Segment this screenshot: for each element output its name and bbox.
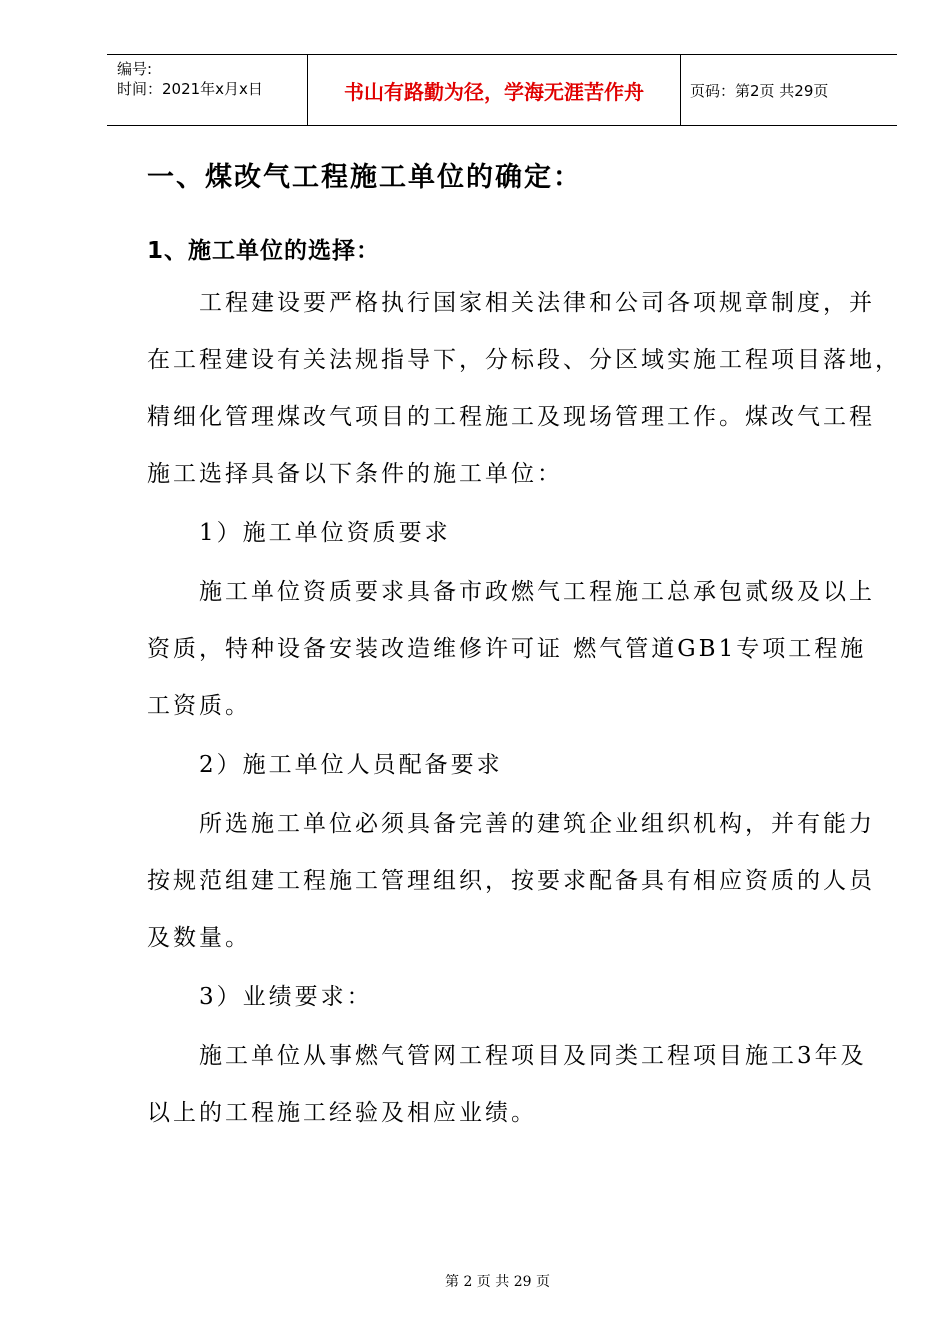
header-page-cell	[681, 55, 897, 125]
header-motto-cell	[308, 55, 681, 125]
paragraph-line: 以上的工程施工经验及相应业绩。	[147, 1100, 537, 1126]
paragraph-line: 在工程建设有关法规指导下，分标段、分区域实施工程项目落地，	[147, 347, 901, 373]
header-meta	[107, 55, 308, 125]
header-page-number: 页码：第2页 共29页	[690, 81, 829, 100]
paragraph-line: 施工单位从事燃气管网工程项目及同类工程项目施工3年及	[199, 1043, 867, 1069]
paragraph-line: 工资质。	[147, 693, 251, 719]
document-date: 时间：2021年x月x日	[117, 80, 263, 98]
paragraph-line: 精细化管理煤改气项目的工程施工及现场管理工作。煤改气工程	[147, 404, 875, 430]
page-footer: 第 2 页 共 29 页	[445, 1274, 550, 1290]
paragraph-line: 工程建设要严格执行国家相关法律和公司各项规章制度，并	[199, 290, 875, 316]
paragraph-line: 按规范组建工程施工管理组织，按要求配备具有相应资质的人员	[147, 868, 875, 894]
section-heading: 一、煤改气工程施工单位的确定：	[147, 162, 582, 193]
paragraph-line: 及数量。	[147, 925, 251, 951]
subsection-heading: 1、施工单位的选择：	[147, 238, 381, 264]
paragraph-line: 所选施工单位必须具备完善的建筑企业组织机构，并有能力	[199, 811, 875, 837]
list-item-heading: 2）施工单位人员配备要求	[199, 752, 503, 778]
document-number-label: 编号:	[117, 60, 153, 78]
list-item-heading: 3）业绩要求：	[199, 984, 373, 1010]
paragraph-line: 资质，特种设备安装改造维修许可证 燃气管道GB1专项工程施	[147, 636, 867, 662]
header-motto: 书山有路勤为径，学海无涯苦作舟	[344, 79, 644, 104]
paragraph-line: 施工选择具备以下条件的施工单位：	[147, 461, 563, 487]
page-header	[107, 54, 897, 126]
paragraph-line: 施工单位资质要求具备市政燃气工程施工总承包贰级及以上	[199, 579, 875, 605]
list-item-heading: 1）施工单位资质要求	[199, 520, 451, 546]
